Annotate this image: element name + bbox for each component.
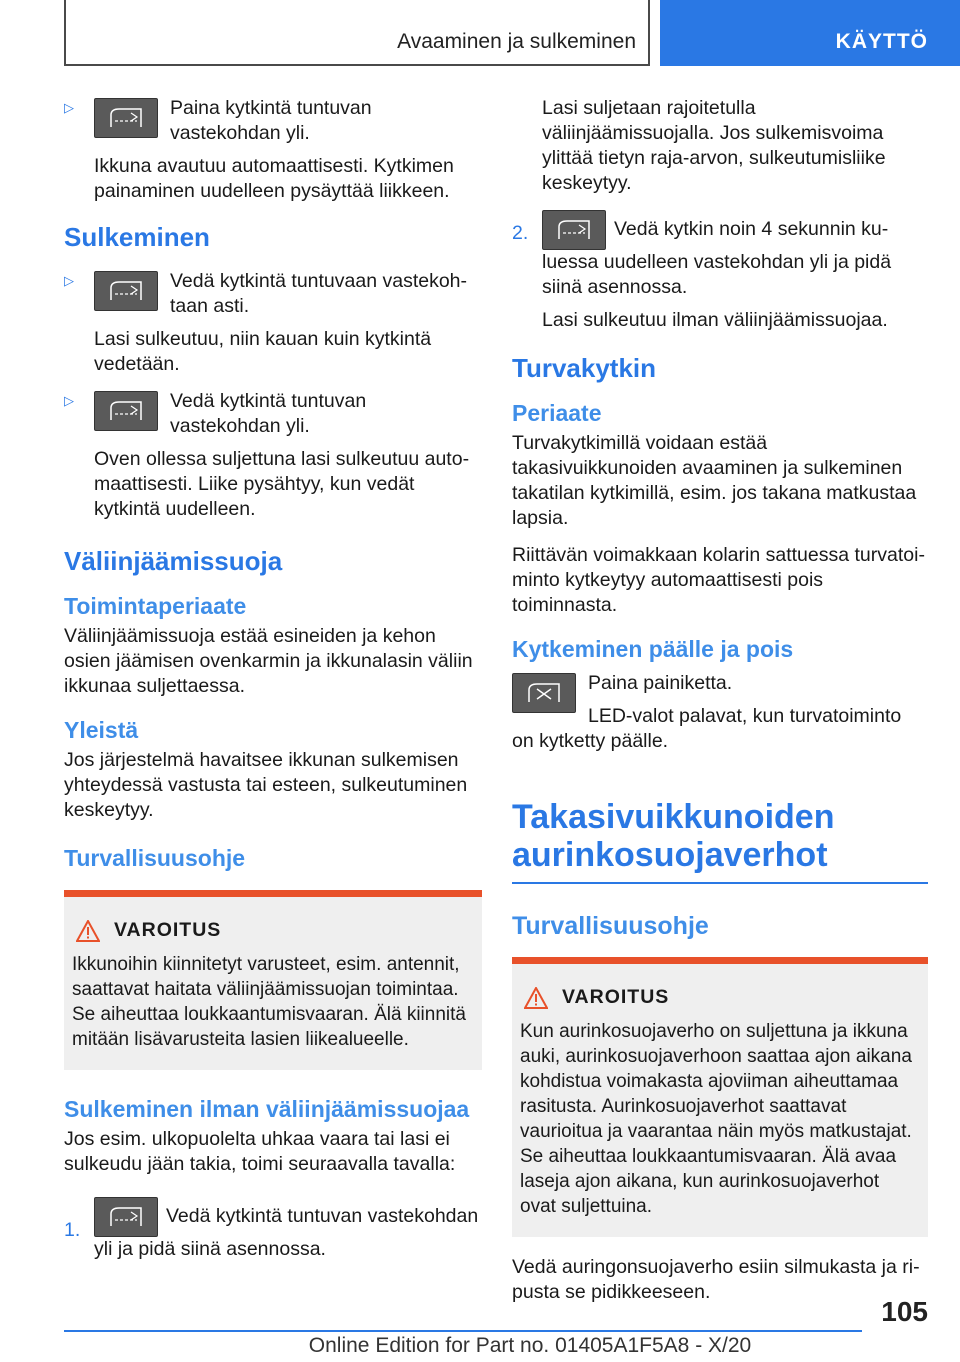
yleista-text: Jos järjestelmä havaitsee ikkunan sulkemisen yhteydessä vastusta tai esteen, sulkeutuminen keskeytyy. bbox=[64, 749, 468, 821]
kytkeminen-block bbox=[512, 671, 928, 754]
final-text: Vedä auringonsuojaverho esiin silmukasta ja ripusta se pidikkeeseen. bbox=[512, 1256, 920, 1303]
warning-box bbox=[64, 890, 482, 1070]
step-note: Lasi sulkeutuu ilman väliinjäämissuojaa. bbox=[542, 309, 888, 331]
right-column bbox=[512, 96, 928, 1305]
warning-text: Ikkunoihin kiinnitetyt varusteet, esim. antennit, saattavat haitata väliinjäämissuojan toimintaa. Se aiheuttaa loukkaantumisvaaran. Älä kiinnitä mitään lisävarusteita lasien liikealueelle. bbox=[72, 954, 466, 1050]
window-switch-icon bbox=[542, 210, 606, 250]
warning-title-row bbox=[520, 986, 920, 1009]
step-text-content: Vedä kytkin noin 4 sekunnin kuluessa uudelleen vastekohdan yli ja pidä siinä asennossa. bbox=[542, 218, 892, 298]
warning-triangle-icon bbox=[76, 920, 100, 942]
heading-turvallisuusohje-2: Turvallisuusohje bbox=[512, 912, 709, 940]
left-column bbox=[64, 96, 482, 1262]
bullet-close-hold bbox=[64, 269, 482, 377]
step-number: 2. bbox=[512, 222, 529, 244]
footer-edition: Online Edition for Part no. 01405A1F5A8 - X/20 bbox=[308, 1334, 752, 1357]
window-switch-icon bbox=[94, 98, 158, 138]
step-2 bbox=[512, 210, 928, 333]
window-switch-icon bbox=[94, 271, 158, 311]
bullet-text: Vedä kytkintä tuntuvan vastekohdan yli. bbox=[170, 390, 367, 437]
periaate-text-1: Turvakytkimillä voidaan estää takasivuikkunoiden avaaminen ja sulkeminen takatilan kytkimillä, esim. jos takana matkustaa lapsia. bbox=[512, 432, 917, 529]
warning-title-row bbox=[72, 919, 474, 942]
step-text bbox=[542, 210, 928, 300]
warning-title: VAROITUS bbox=[562, 986, 670, 1008]
step-text-content: Vedä kytkintä tuntuvan vastekohdan yli ja pidä siinä asennossa. bbox=[94, 1205, 479, 1260]
periaate-text-2: Riittävän voimakkaan kolarin sattuessa turvatoiminto kytkeytyy automaattisesti pois toiminnasta. bbox=[512, 544, 925, 616]
toimintaperiaate-text: Väliinjäämissuoja estää esineiden ja kehon osien jäämisen ovenkarmin ja ikkunalasin väliin ikkunaa suljettaessa. bbox=[64, 625, 473, 697]
step-1 bbox=[64, 1197, 482, 1262]
heading-sulkeminen: Sulkeminen bbox=[64, 222, 210, 252]
heading-periaate: Periaate bbox=[512, 400, 602, 426]
heading-turvallisuusohje: Turvallisuusohje bbox=[64, 845, 246, 871]
step-number: 1. bbox=[64, 1219, 81, 1241]
heading-takasivuikkunoiden: Takasivuikkunoiden aurinkosuojaverhot bbox=[512, 798, 928, 884]
header-chapter-tab[interactable] bbox=[660, 0, 960, 66]
bullet-open-auto bbox=[64, 96, 482, 204]
heading-toimintaperiaate: Toimintaperiaate bbox=[64, 593, 247, 619]
footer-divider bbox=[64, 1330, 862, 1332]
bullet-note: Lasi sulkeutuu, niin kauan kuin kytkintä vedetään. bbox=[94, 328, 432, 375]
kytkeminen-line-1: Paina painiketta. bbox=[588, 672, 733, 694]
bullet-triangle-icon: ▷ bbox=[64, 100, 74, 115]
window-switch-icon bbox=[94, 391, 158, 431]
step-text bbox=[94, 1197, 482, 1262]
step-1-continued: Lasi suljetaan rajoitetulla väliinjäämissuojalla. Jos sulkemisvoima ylittää tietyn raja-arvon, sulkeutumisliike keskeytyy. bbox=[542, 97, 886, 194]
page-header bbox=[64, 0, 960, 66]
header-chapter-label: KÄYTTÖ bbox=[835, 30, 928, 53]
warning-triangle-icon bbox=[524, 987, 548, 1009]
safety-switch-icon bbox=[512, 673, 576, 713]
heading-kytkeminen: Kytkeminen päälle ja pois bbox=[512, 636, 794, 662]
header-section-title: Avaaminen ja sulkeminen bbox=[397, 30, 636, 53]
bullet-close-auto bbox=[64, 389, 482, 522]
warning-title: VAROITUS bbox=[114, 919, 222, 941]
warning-text: Kun aurinkosuojaverho on suljettuna ja ikkuna auki, aurinkosuojaverhoon saattaa ajon aikana kohdistua voimakasta ajoviiman aiheuttamaa rasitusta. Aurinkosuojaverhot saattavat vaurioitua ja vaarantaa näin myös matkustajat. Se aiheuttaa loukkaantumisvaaran. Älä avaa laseja ajon aikana, kun aurinkosuojaverhot ovat suljettuina. bbox=[520, 1021, 912, 1217]
window-switch-icon bbox=[94, 1197, 158, 1237]
bullet-triangle-icon: ▷ bbox=[64, 273, 74, 288]
heading-yleista: Yleistä bbox=[64, 717, 139, 743]
bullet-note: Ikkuna avautuu automaattisesti. Kytkimen painaminen uudelleen pysäyttää liikkeen. bbox=[94, 155, 454, 202]
bullet-text: Vedä kytkintä tuntuvaan vastekohtaan asti. bbox=[170, 270, 468, 317]
heading-turvakytkin: Turvakytkin bbox=[512, 353, 657, 383]
heading-sulkeminen-ilman: Sulkeminen ilman väliinjäämissuojaa bbox=[64, 1096, 470, 1122]
warning-box-2 bbox=[512, 957, 928, 1237]
kytkeminen-line-2: LED-valot palavat, kun turvatoiminto on kytketty päälle. bbox=[512, 705, 902, 752]
bullet-text: Paina kytkintä tuntuvan vastekohdan yli. bbox=[170, 97, 372, 144]
bullet-triangle-icon: ▷ bbox=[64, 393, 74, 408]
sulkeminen-ilman-text: Jos esim. ulkopuolelta uhkaa vaara tai lasi ei sulkeudu jään takia, toimi seuraavalla tavalla: bbox=[64, 1128, 456, 1175]
heading-valiinjaamissuoja: Väliinjäämissuoja bbox=[64, 546, 283, 576]
header-section-box bbox=[64, 0, 650, 66]
page-number: 105 bbox=[881, 1296, 928, 1327]
bullet-note: Oven ollessa suljettuna lasi sulkeutuu automaattisesti. Liike pysähtyy, kun vedät kytkintä uudelleen. bbox=[94, 448, 470, 520]
